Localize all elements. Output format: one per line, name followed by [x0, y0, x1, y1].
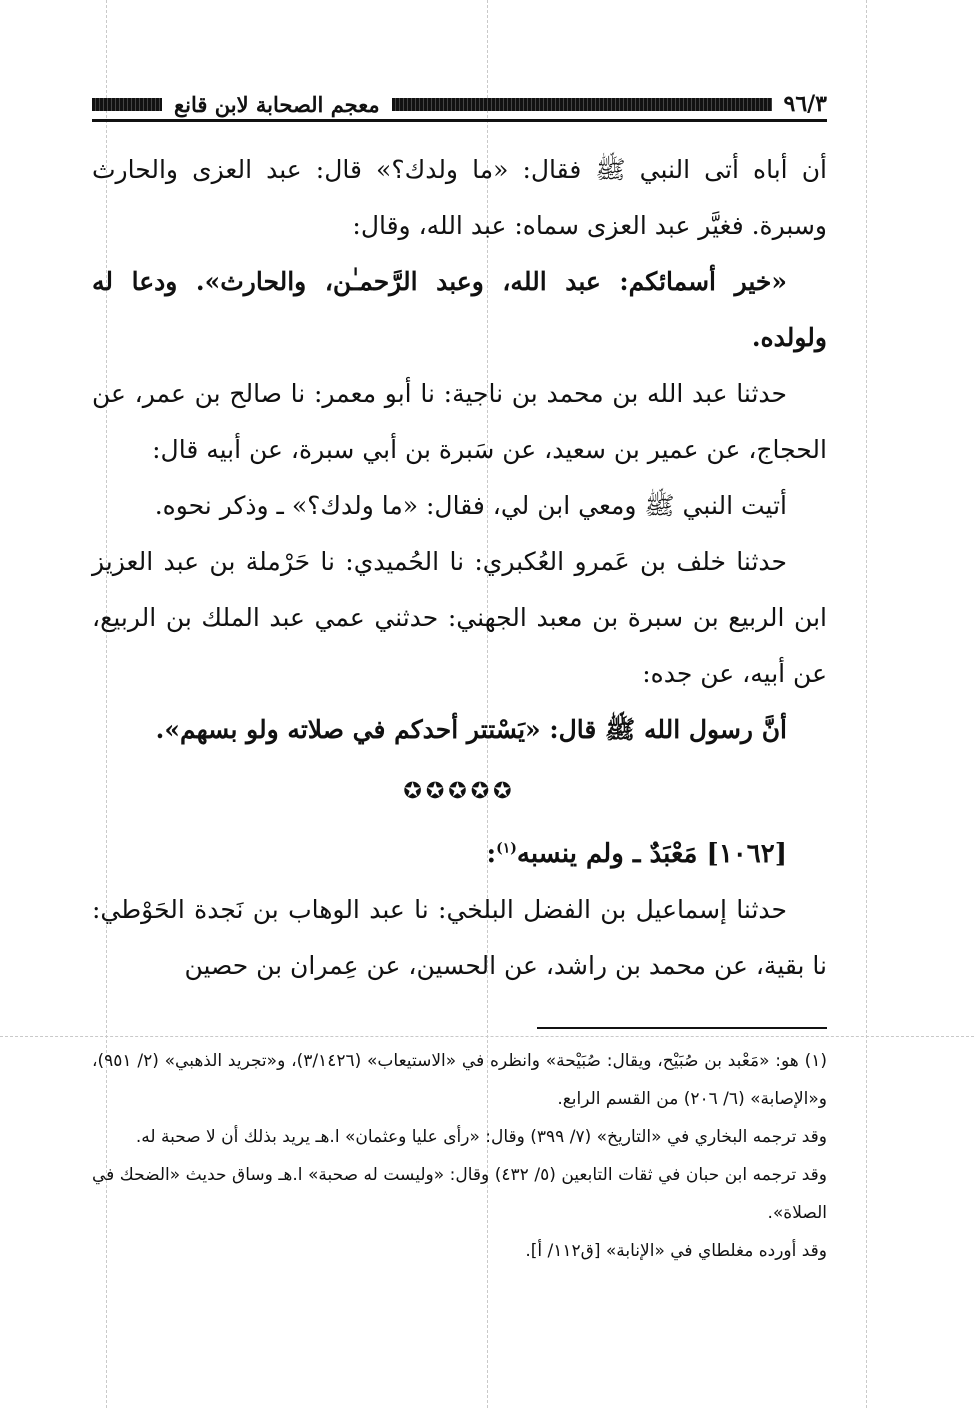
- footnote: وقد أورده مغلطاي في «الإنابة» [ق١١٢/ أ].: [525, 1241, 827, 1261]
- isnad-paragraph: حدثنا إسماعيل بن الفضل البلخي: نا عبد الوهاب بن نَجدة الحَوْطي: نا بقية، عن محمد بن راشد، عن الحسين، عن عِمران بن حصين: [92, 895, 827, 980]
- section-separator: ✪✪✪✪✪: [403, 779, 516, 804]
- header-ornament-bar: [712, 98, 772, 111]
- footnote: وقد ترجمه ابن حبان في ثقات التابعين (٥/ ٤٣٢) وقال: «وليست له صحبة» ا.هـ وساق حديث «الضحك في الصلاة».: [92, 1165, 827, 1223]
- layout-guide: [0, 1036, 974, 1037]
- footnote: وقد ترجمه البخاري في «التاريخ» (٧/ ٣٩٩) وقال: «رأى عليا وعثمان» ا.هـ يريد بذلك أن لا صحبة له.: [135, 1127, 827, 1147]
- isnad-paragraph: حدثنا عبد الله بن محمد بن ناجية: نا أبو معمر: نا صالح بن عمر، عن الحجاج، عن عمير بن سعيد، عن سَبرة بن أبي سبرة، عن أبيه قال:: [92, 379, 827, 464]
- footnote-marker: (١): [496, 840, 517, 857]
- header-rule: [92, 119, 827, 122]
- hadith-quote: أنَّ رسول الله ﷺ قال: «يَسْتتر أحدكم في صلاته ولو بسهم».: [155, 715, 787, 744]
- entry-heading-text: [١٠٦٢] مَعْبَدٌ ـ ولم ينسبه: [516, 839, 787, 869]
- running-header: [92, 88, 827, 120]
- header-ornament-bar: [92, 98, 162, 111]
- hadith-paragraph: أتيت النبي ﷺ ومعي ابن لي، فقال: «ما ولدك؟» ـ وذكر نحوه.: [154, 491, 787, 520]
- layout-guide: [866, 0, 867, 1408]
- page-number: ٩٦/٣: [783, 91, 827, 117]
- footnotes: [92, 1042, 827, 1270]
- paragraph: أن أباه أتى النبي ﷺ فقال: «ما ولدك؟» قال: عبد العزى والحارث وسبرة. فغيَّر عبد العزى سماه: عبد الله، وقال:: [92, 155, 828, 240]
- footnote: (١) هو: «مَعْبد بن صُبَيْح، ويقال: صُبَيْحة» وانظره في «الاستيعاب» (٣/١٤٢٦)، و«تجريد الذهبي» (٢/ ٩٥١)، و«الإصابة» (٦/ ٢٠٦) من القسم الرابع.: [92, 1051, 827, 1109]
- entry-heading: [92, 826, 827, 882]
- isnad-paragraph: حدثنا خلف بن عَمرو العُكبري: نا الحُميدي: نا حَرْملة بن عبد العزيز ابن الربيع بن سبرة بن معبد الجهني: حدثني عمي عبد الملك بن الربيع، عن أبيه، عن جده:: [92, 547, 827, 688]
- entry-heading-colon: :: [486, 839, 497, 869]
- main-text: [92, 142, 827, 994]
- hadith-quote: «خير أسمائكم: عبد الله، وعبد الرَّحمـٰن، والحارث». ودعا له ولولده.: [92, 267, 827, 352]
- header-ornament-bar: [392, 98, 712, 111]
- book-title: معجم الصحابة لابن قانع: [174, 91, 380, 117]
- footnote-rule: [537, 1027, 827, 1029]
